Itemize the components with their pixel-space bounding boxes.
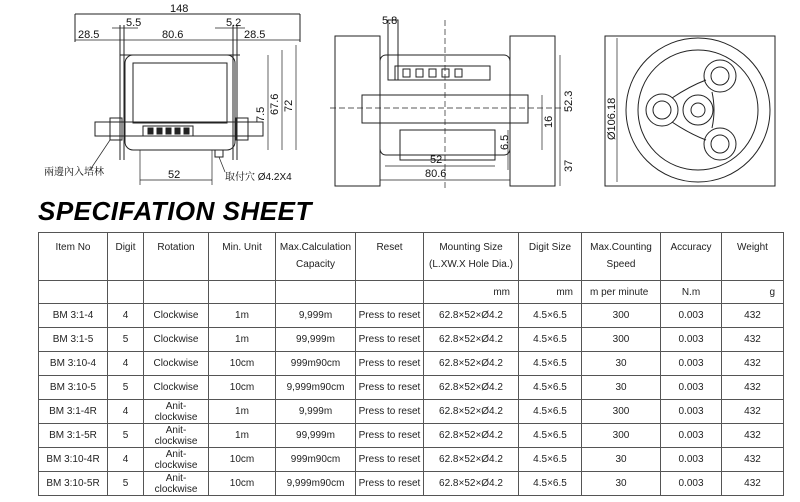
cell: 9,999m [276, 400, 356, 424]
cell: 300 [582, 400, 661, 424]
dim-label: 16 [543, 115, 555, 128]
cell: 9,999m90cm [276, 472, 356, 496]
cell: BM 3:1-5 [39, 328, 108, 352]
unit-cell [276, 281, 356, 304]
dim-label: 5.2 [226, 17, 242, 29]
note-mounting-hole: 取付穴 Ø4.2X4 [225, 172, 292, 183]
cell: 0.003 [661, 376, 722, 400]
dim-label: 52.3 [563, 90, 575, 112]
col-header: Accuracy [661, 233, 722, 281]
cell: 432 [722, 376, 784, 400]
col-header: Max.Calculation Capacity [276, 233, 356, 281]
cell: Anit-clockwise [144, 424, 209, 448]
cell: Anit-clockwise [144, 448, 209, 472]
cell: 4.5×6.5 [519, 328, 582, 352]
cell: 4 [108, 304, 144, 328]
table-row [39, 400, 784, 424]
col-header: Mounting Size (L.XW.X Hole Dia.) [424, 233, 519, 281]
cell: 10cm [209, 472, 276, 496]
table-row [39, 352, 784, 376]
dim-label: 5.5 [126, 17, 142, 29]
cell: Anit-clockwise [144, 472, 209, 496]
cell: 4 [108, 448, 144, 472]
unit-cell [356, 281, 424, 304]
cell: 1m [209, 328, 276, 352]
col-header: Digit Size [519, 233, 582, 281]
cell: 432 [722, 304, 784, 328]
cell: BM 3:1-5R [39, 424, 108, 448]
cell: 1m [209, 400, 276, 424]
table-row [39, 448, 784, 472]
cell: 432 [722, 448, 784, 472]
cell: Press to reset [356, 400, 424, 424]
unit-cell: N.m [661, 281, 722, 304]
cell: 432 [722, 472, 784, 496]
side-view [330, 20, 565, 190]
cell: 30 [582, 448, 661, 472]
cell: Clockwise [144, 304, 209, 328]
cell: 5 [108, 376, 144, 400]
cell: Press to reset [356, 352, 424, 376]
cell: 300 [582, 304, 661, 328]
cell: Press to reset [356, 472, 424, 496]
cell: Press to reset [356, 304, 424, 328]
cell: 30 [582, 472, 661, 496]
dim-label: 72 [283, 99, 295, 112]
cell: 999m90cm [276, 448, 356, 472]
unit-cell: mm [424, 281, 519, 304]
table-row [39, 472, 784, 496]
cell: 62.8×52×Ø4.2 [424, 352, 519, 376]
col-header: Rotation [144, 233, 209, 281]
cell: 4.5×6.5 [519, 352, 582, 376]
cell: BM 3:10-5R [39, 472, 108, 496]
cell: 0.003 [661, 424, 722, 448]
cell: 9,999m [276, 304, 356, 328]
front-view [75, 14, 300, 185]
cell: 10cm [209, 352, 276, 376]
cell: 62.8×52×Ø4.2 [424, 328, 519, 352]
cell: 62.8×52×Ø4.2 [424, 400, 519, 424]
unit-cell [209, 281, 276, 304]
dim-label: 28.5 [78, 29, 100, 41]
cell: 432 [722, 328, 784, 352]
cell: 0.003 [661, 352, 722, 376]
dim-label: Ø106.18 [606, 97, 618, 140]
unit-cell [108, 281, 144, 304]
unit-cell [39, 281, 108, 304]
cell: 4.5×6.5 [519, 472, 582, 496]
col-header: Reset [356, 233, 424, 281]
cell: BM 3:10-5 [39, 376, 108, 400]
dim-label: 52 [430, 154, 443, 166]
dim-label: 148 [170, 3, 189, 15]
cell: 5 [108, 424, 144, 448]
cell: 5 [108, 328, 144, 352]
header-row [39, 233, 784, 281]
cell: 10cm [209, 448, 276, 472]
cell: 99,999m [276, 328, 356, 352]
dim-label: 80.6 [162, 29, 184, 41]
cell: BM 3:10-4R [39, 448, 108, 472]
dim-label: 5.8 [382, 15, 398, 27]
drawing-svg [0, 0, 800, 192]
cell: 30 [582, 376, 661, 400]
cell: 62.8×52×Ø4.2 [424, 376, 519, 400]
cell: 62.8×52×Ø4.2 [424, 424, 519, 448]
cell: 300 [582, 328, 661, 352]
cell: 4.5×6.5 [519, 304, 582, 328]
cell: BM 3:1-4 [39, 304, 108, 328]
dim-label: 52 [168, 169, 181, 181]
cell: BM 3:10-4 [39, 352, 108, 376]
note-inner-thread: 兩邊內入培林 [44, 167, 104, 178]
cell: 1m [209, 424, 276, 448]
cell: 0.003 [661, 400, 722, 424]
cell: Clockwise [144, 328, 209, 352]
dim-label: 37 [563, 159, 575, 172]
cell: 5 [108, 472, 144, 496]
cell: Press to reset [356, 448, 424, 472]
units-row [39, 281, 784, 304]
cell: Press to reset [356, 424, 424, 448]
dim-label: 28.5 [244, 29, 266, 41]
cell: 0.003 [661, 448, 722, 472]
col-header: Digit [108, 233, 144, 281]
unit-cell: g [722, 281, 784, 304]
col-header: Max.Counting Speed [582, 233, 661, 281]
cell: 62.8×52×Ø4.2 [424, 448, 519, 472]
end-view [605, 36, 775, 186]
cell: 99,999m [276, 424, 356, 448]
cell: 4 [108, 352, 144, 376]
unit-cell [144, 281, 209, 304]
dim-label: 7.5 [255, 106, 267, 122]
cell: 62.8×52×Ø4.2 [424, 472, 519, 496]
cell: 4 [108, 400, 144, 424]
col-header: Min. Unit [209, 233, 276, 281]
cell: 62.8×52×Ø4.2 [424, 304, 519, 328]
cell: 4.5×6.5 [519, 376, 582, 400]
cell: 4.5×6.5 [519, 448, 582, 472]
cell: 432 [722, 424, 784, 448]
cell: 0.003 [661, 472, 722, 496]
col-header: Item No [39, 233, 108, 281]
cell: 4.5×6.5 [519, 400, 582, 424]
cell: 0.003 [661, 304, 722, 328]
cell: 999m90cm [276, 352, 356, 376]
cell: Anit-clockwise [144, 400, 209, 424]
cell: 432 [722, 400, 784, 424]
technical-drawings [0, 0, 800, 192]
spec-table [38, 232, 784, 496]
cell: Press to reset [356, 376, 424, 400]
cell: Press to reset [356, 328, 424, 352]
cell: BM 3:1-4R [39, 400, 108, 424]
dim-label: 80.6 [425, 168, 447, 180]
unit-cell: mm [519, 281, 582, 304]
table-row [39, 304, 784, 328]
sheet-title: SPECIFATION SHEET [38, 196, 312, 226]
cell: 0.003 [661, 328, 722, 352]
cell: 300 [582, 424, 661, 448]
col-header: Weight [722, 233, 784, 281]
cell: 10cm [209, 376, 276, 400]
cell: 1m [209, 304, 276, 328]
dim-label: 67.6 [269, 93, 281, 115]
table-row [39, 376, 784, 400]
cell: 9,999m90cm [276, 376, 356, 400]
unit-cell: m per minute [582, 281, 661, 304]
cell: 30 [582, 352, 661, 376]
table-row [39, 328, 784, 352]
cell: Clockwise [144, 376, 209, 400]
dim-label: 6.5 [499, 134, 511, 150]
cell: 4.5×6.5 [519, 424, 582, 448]
cell: 432 [722, 352, 784, 376]
cell: Clockwise [144, 352, 209, 376]
table-row [39, 424, 784, 448]
